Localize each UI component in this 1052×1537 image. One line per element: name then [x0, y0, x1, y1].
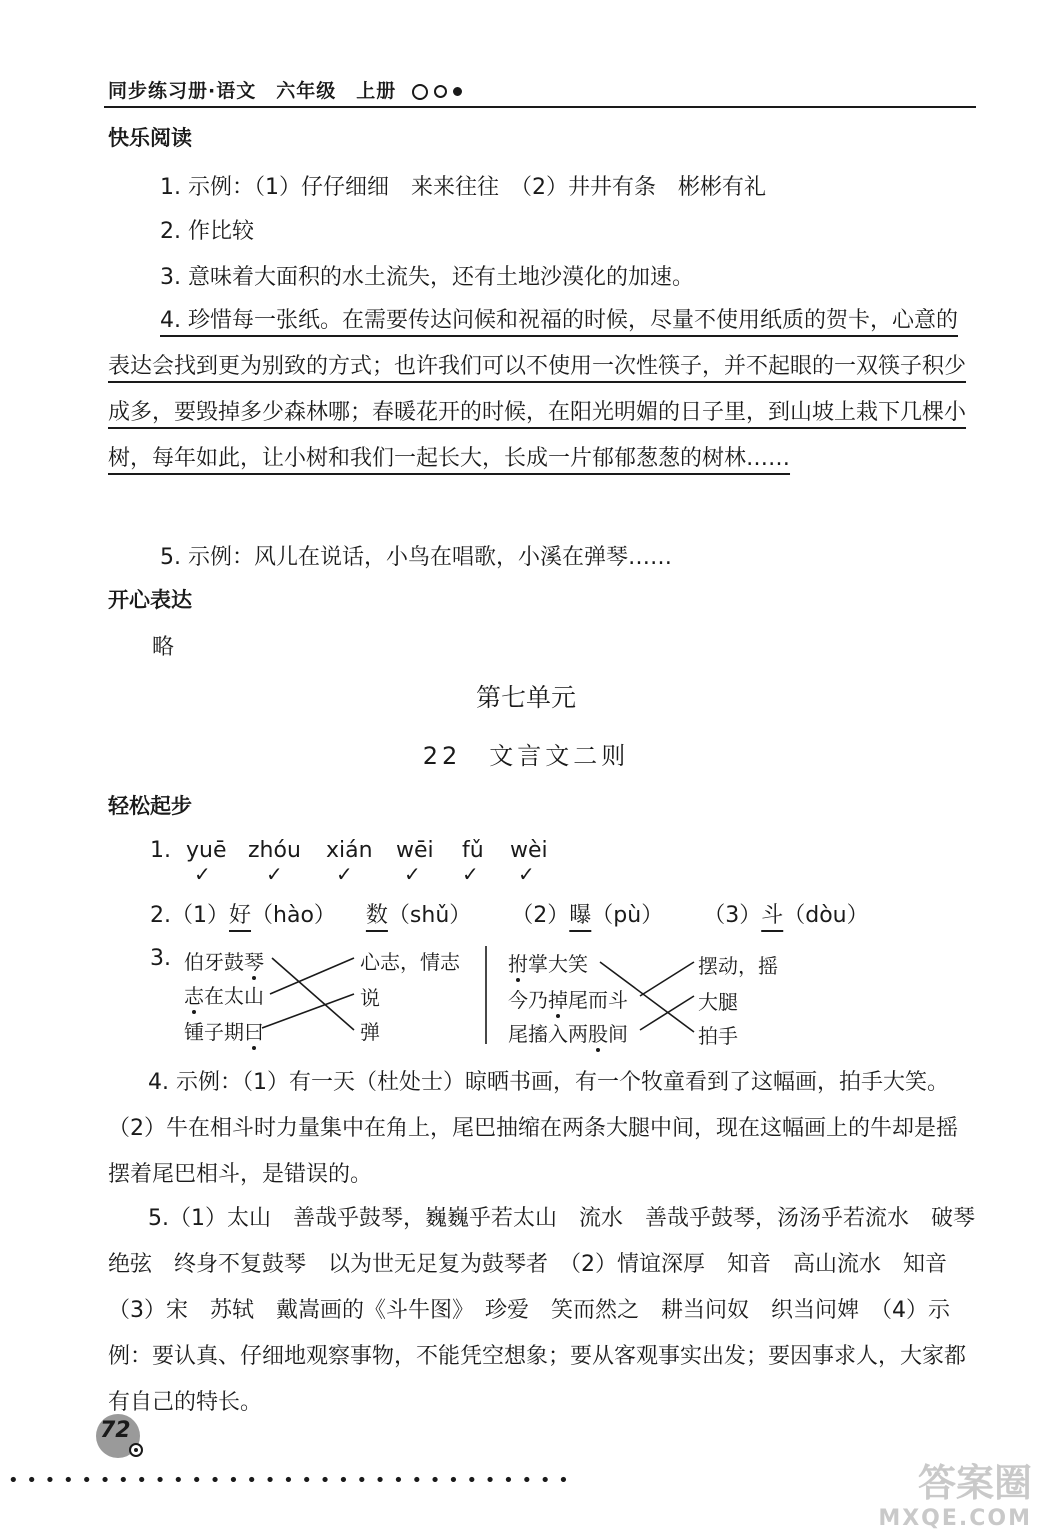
check-icon: ✓ — [336, 862, 353, 886]
check-icon: ✓ — [462, 862, 479, 886]
match-line — [640, 996, 694, 1030]
q5-answer: 5.（1）太山 善哉乎鼓琴，巍巍乎若太山 流水 善哉乎鼓琴，汤汤乎若流水 破琴绝弦 终身不复鼓琴 以为世无足复为鼓琴者 （2）情谊深厚 知音 高山流水 知音 （3）宋 苏轼 戴嵩画的《斗牛图》 珍爱 笑而然之 耕当问奴 织当问婢 （4）示例：要认真、仔细地观察事物，不能凭空想象；要从客观事实出发；要因事求人，大家都有自己的特长。 — [108, 1206, 975, 1415]
q1-pinyin-6: wèi — [510, 838, 548, 863]
q3-left-item-1: 伯牙鼓琴 — [184, 950, 264, 974]
q3-left-meaning-3: 弹 — [360, 1020, 380, 1044]
q2-pinyin-2: （shǔ） — [387, 903, 472, 928]
page-number-badge — [88, 1412, 148, 1462]
q3-left-meaning-2: 说 — [360, 986, 380, 1010]
section-title-expression: 开心表达 — [108, 588, 192, 612]
match-line — [600, 962, 694, 1032]
section-title-reading: 快乐阅读 — [108, 126, 192, 150]
q2-pinyin-4: （dòu） — [783, 903, 869, 928]
q2-char-2: 数 — [365, 903, 388, 928]
lesson-title: 22 文言文二则 — [422, 742, 630, 770]
q3-right-item-2: 今乃掉尾而斗 — [508, 988, 628, 1012]
q1-pinyin-4: wēi — [396, 838, 434, 863]
reading-item-4: 4. 珍惜每一张纸。在需要传达问候和祝福的时候，尽量不使用纸质的贺卡，心意的表达会找到更为别致的方式；也许我们可以不使用一次性筷子，并不起眼的一双筷子积少成多，要毁掉多少森林哪；春暖花开的时候，在阳光明媚的日子里，到山坡上栽下几棵小树，每年如此，让小树和我们一起长大，长成一片郁郁葱葱的树林…… — [108, 308, 967, 471]
q3-right-meaning-1: 摆动，摇 — [698, 954, 778, 978]
q2-char-3: 曝 — [569, 903, 592, 928]
footer-dot-rule: • • • • • • • • • • • • • • • • • • • • • • • • • • • • • • • — [8, 1470, 570, 1491]
q3-number: 3. — [150, 946, 171, 971]
q2-part-2: （2） — [511, 903, 570, 928]
check-icon: ✓ — [404, 862, 421, 886]
check-icon: ✓ — [194, 862, 211, 886]
q2-char-4: 斗 — [761, 903, 784, 928]
q2-char-1: 好 — [229, 903, 252, 928]
q1-pinyin-1: yuē — [186, 838, 227, 863]
unit-title: 第七单元 — [475, 683, 576, 712]
q4-answer: 4. 示例：（1）有一天（杜处士）晾晒书画，有一个牧童看到了这幅画，拍手大笑。 （2）牛在相斗时力量集中在角上，尾巴抽缩在两条大腿中间，现在这幅画上的牛却是摇摆着尾巴相斗，是错误的。 — [108, 1070, 960, 1187]
match-line — [270, 958, 354, 994]
section-title-warmup: 轻松起步 — [108, 794, 192, 818]
q1-pinyin-2: zhóu — [248, 838, 301, 863]
q1-pinyin-3: xián — [326, 838, 373, 863]
q3-left-meaning-1: 心志，情志 — [360, 950, 460, 974]
check-icon: ✓ — [518, 862, 535, 886]
q3-right-item-3: 尾搐入两股间 — [508, 1022, 628, 1046]
check-icon: ✓ — [266, 862, 283, 886]
match-line — [262, 994, 354, 1028]
q3-left-item-3: 锺子期曰 — [184, 1020, 264, 1044]
q2-pinyin-3: （pù） — [591, 903, 664, 928]
reading-item-1: 1. 示例：（1）仔仔细细 来来往往 （2）井井有条 彬彬有礼 — [160, 175, 766, 200]
header-title: 同步练习册·语文 六年级 上册 — [108, 80, 397, 102]
watermark: 答案圈 MXQE.COM — [878, 1461, 1032, 1531]
q2-number: 2. — [150, 903, 171, 928]
q3-left-item-2: 志在太山 — [184, 984, 264, 1008]
q3-right-meaning-3: 拍手 — [698, 1024, 738, 1048]
q1-pinyin-5: fǔ — [462, 838, 484, 863]
reading-item-2: 2. 作比较 — [160, 219, 254, 244]
expression-content: 略 — [152, 635, 175, 660]
reading-item-5: 5. 示例：风儿在说话，小鸟在唱歌，小溪在弹琴…… — [160, 545, 672, 570]
q2-pinyin-1: （hào） — [251, 903, 336, 928]
q2-part-1: （1） — [171, 903, 229, 928]
match-line — [640, 962, 694, 996]
reading-item-3: 3. 意味着大面积的水土流失，还有土地沙漠化的加速。 — [160, 265, 694, 290]
q1-number: 1. — [150, 838, 171, 863]
q3-right-meaning-2: 大腿 — [698, 990, 738, 1014]
page-number: 72 — [100, 1418, 131, 1443]
q2-part-3: （3） — [703, 903, 762, 928]
q3-right-item-1: 拊掌大笑 — [508, 952, 588, 976]
